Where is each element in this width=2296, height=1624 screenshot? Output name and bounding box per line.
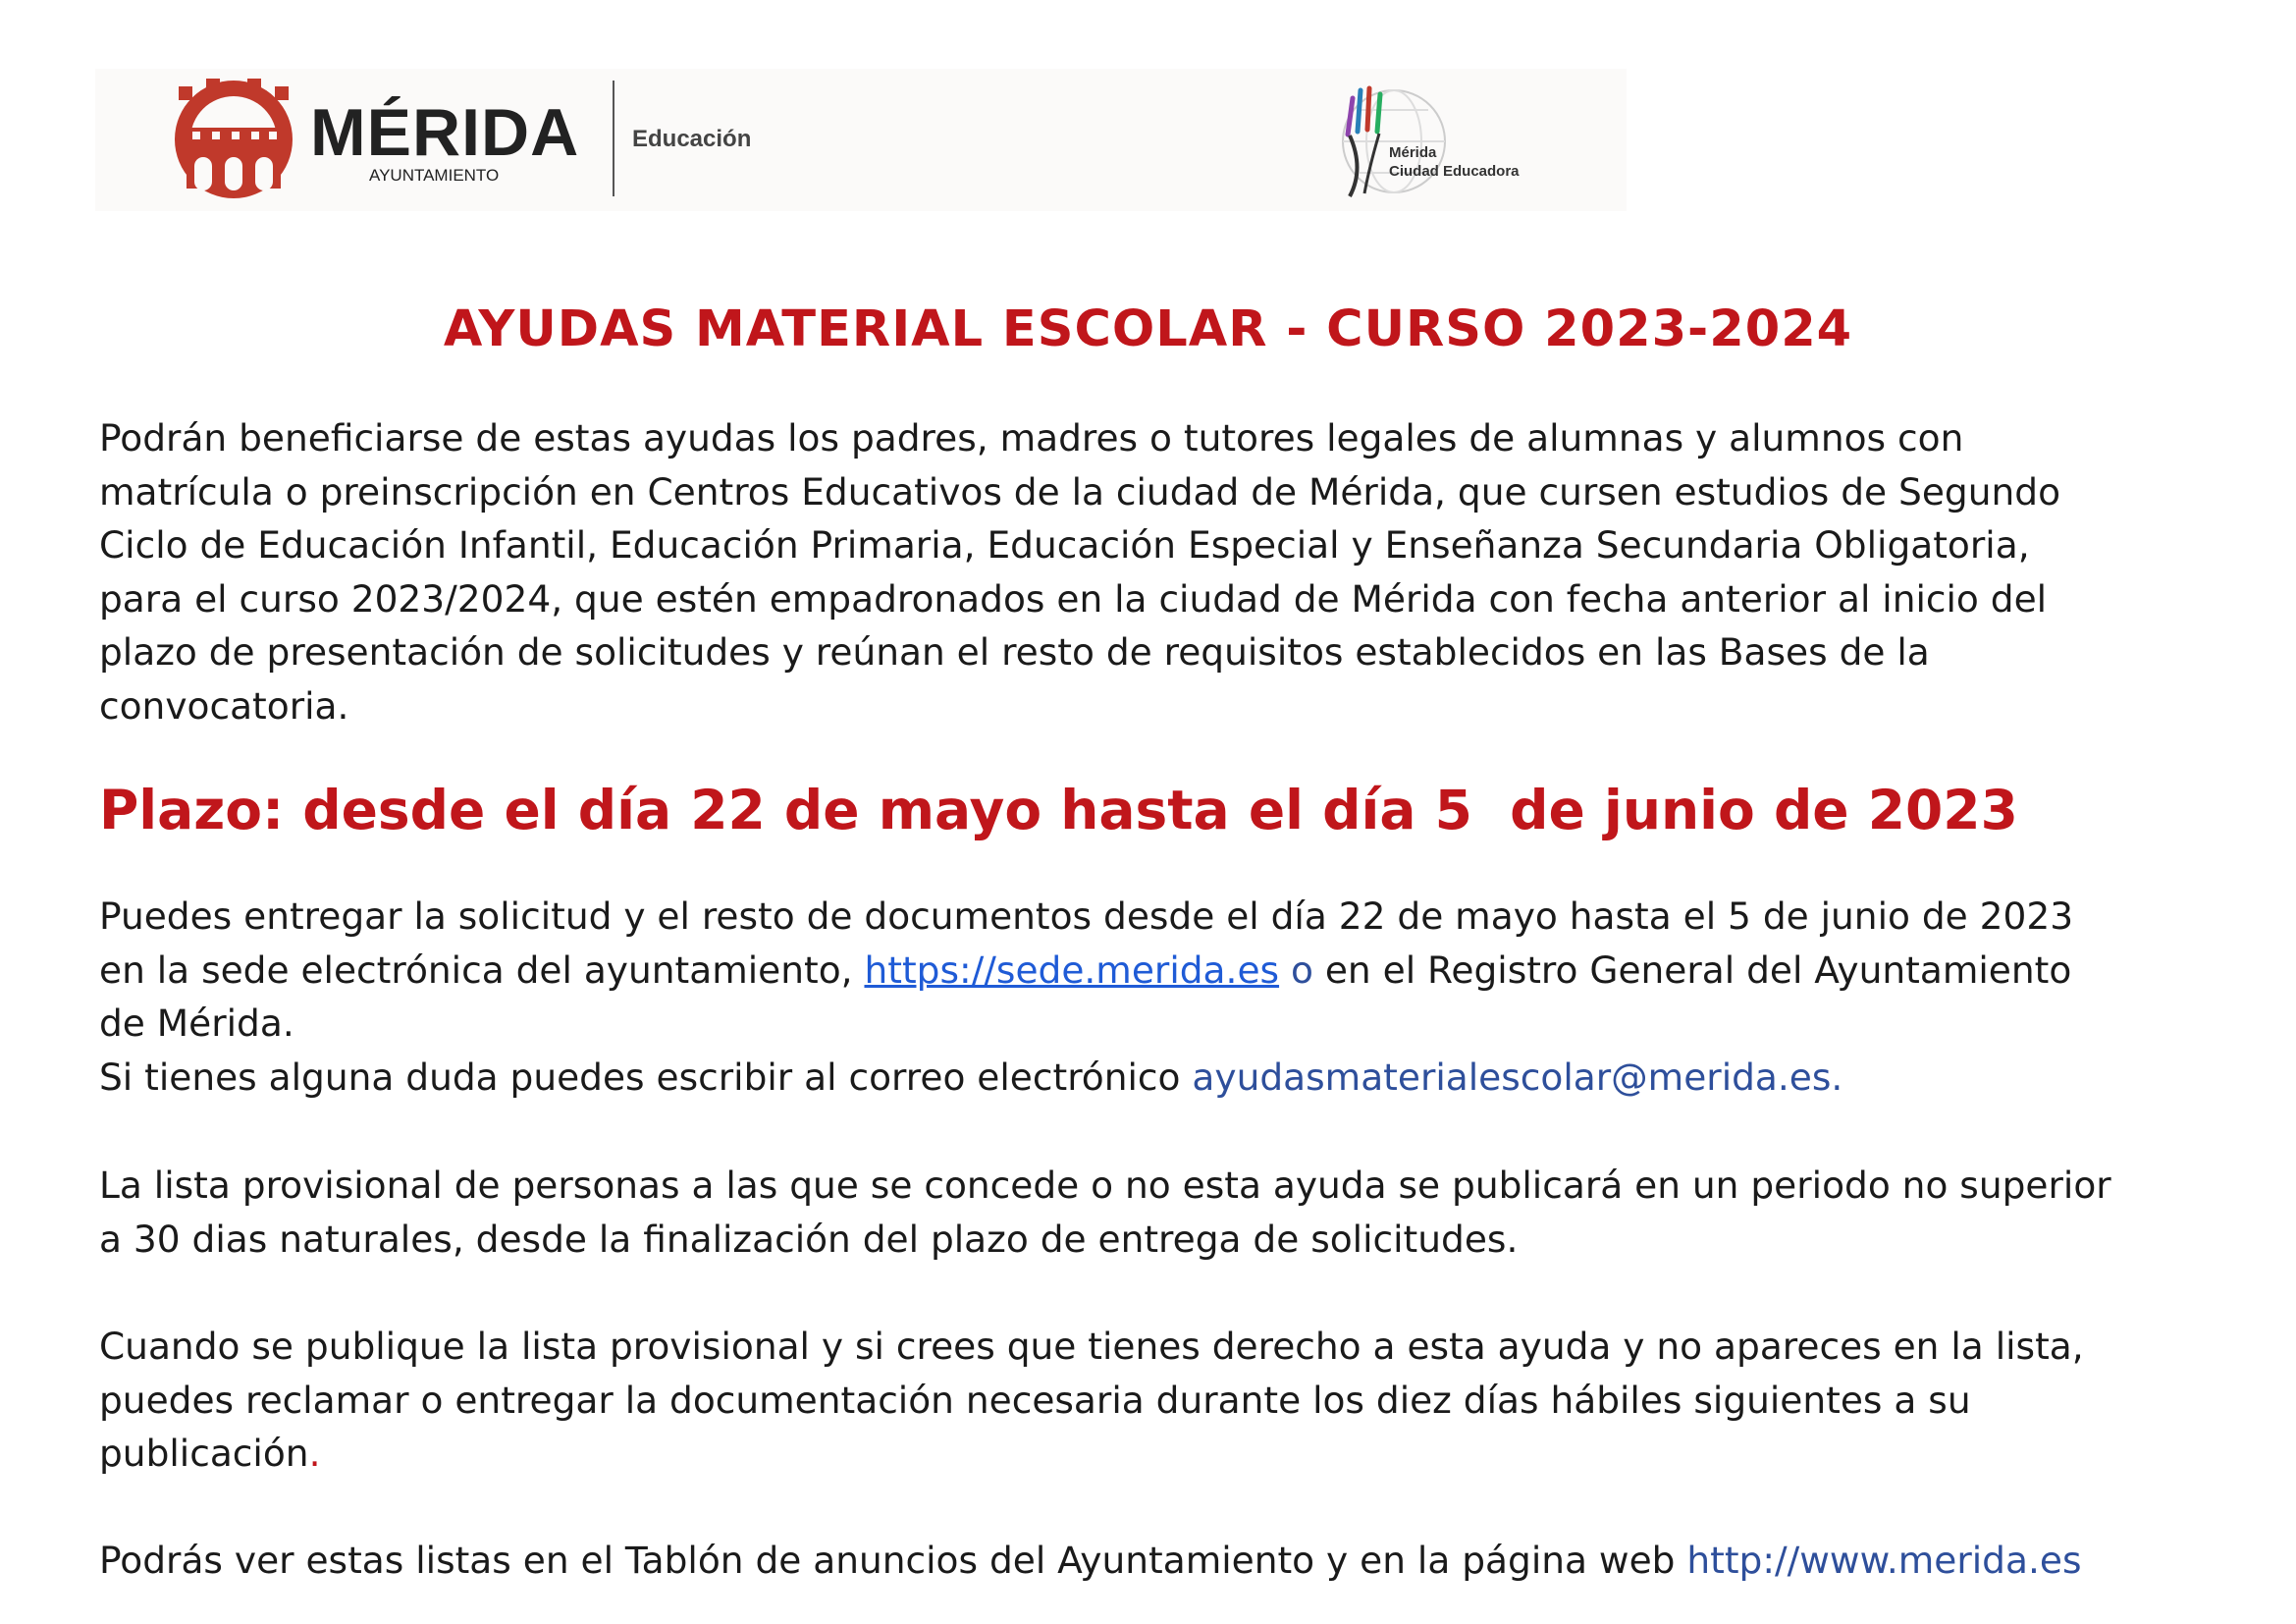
deadline-heading: Plazo: desde el día 22 de mayo hasta el día 5 de junio de 2023 (99, 779, 2018, 841)
submission-paragraph (99, 890, 2239, 1104)
submission-text: Puedes entregar la solicitud y el resto de documentos desde el día 22 de mayo hasta el 5 de junio de 2023 en la sede electrónica del ayuntamiento, (99, 894, 2074, 992)
logo-merida-name: MÉRIDA (310, 95, 580, 170)
claim-final-period: . (308, 1432, 321, 1476)
ciudad-educadora-logo (1320, 81, 1571, 203)
globe-hand-icon (1343, 88, 1445, 196)
contact-email-link[interactable]: ayudasmaterialescolar@merida.es. (1192, 1055, 1843, 1099)
merida-ayuntamiento-logo (173, 79, 781, 201)
conjunction-o: o (1290, 947, 1313, 992)
castle-bridge-icon (175, 79, 293, 198)
submission-text-continued: en el Registro General del Ayuntamiento de Mérida. Si tienes alguna duda puedes escribir al correo electrónico (99, 947, 2072, 1099)
logo-department: Educación (632, 126, 752, 152)
claim-text: Cuando se publique la lista provisional y si crees que tienes derecho a esta ayuda y no apareces en la lista, puedes reclamar o entregar la documentación necesaria durante los diez días hábiles siguientes a su publicación (99, 1325, 2084, 1476)
claim-paragraph (99, 1320, 2239, 1481)
logo-edu-line2: Ciudad Educadora (1389, 163, 1520, 180)
sede-electronica-link[interactable]: https://sede.merida.es (864, 947, 1280, 992)
logo-edu-line1: Mérida (1389, 144, 1437, 161)
lists-location-paragraph (99, 1534, 2239, 1588)
page-title: AYUDAS MATERIAL ESCOLAR - CURSO 2023-2024 (443, 300, 1853, 358)
provisional-list-paragraph: La lista provisional de personas a las que se concede o no esta ayuda se publicará en un periodo no superior a 30 dias naturales, desde la finalización del plazo de entrega de solicitudes. (99, 1164, 2111, 1261)
eligibility-paragraph: Podrán beneficiarse de estas ayudas los padres, madres o tutores legales de alumnas y alumnos con matrícula o preinscripción en Centros Educativos de la ciudad de Mérida, que cursen estudios de Segundo Ciclo de Educación Infantil, Educación Primaria, Educación Especial y Enseñanza Secundaria Obligatoria, para el curso 2023/2024, que estén empadronados en la ciudad de Mérida con fecha anterior al inicio del plazo de presentación de solicitudes y reúnan el resto de requisitos establecidos en las Bases de la convocatoria. (99, 416, 2061, 728)
logo-merida-subtitle: AYUNTAMIENTO (369, 166, 500, 185)
merida-website-link[interactable]: http://www.merida.es (1686, 1539, 2082, 1582)
lists-location-text: Podrás ver estas listas en el Tablón de anuncios del Ayuntamiento y en la página web (99, 1539, 1687, 1582)
